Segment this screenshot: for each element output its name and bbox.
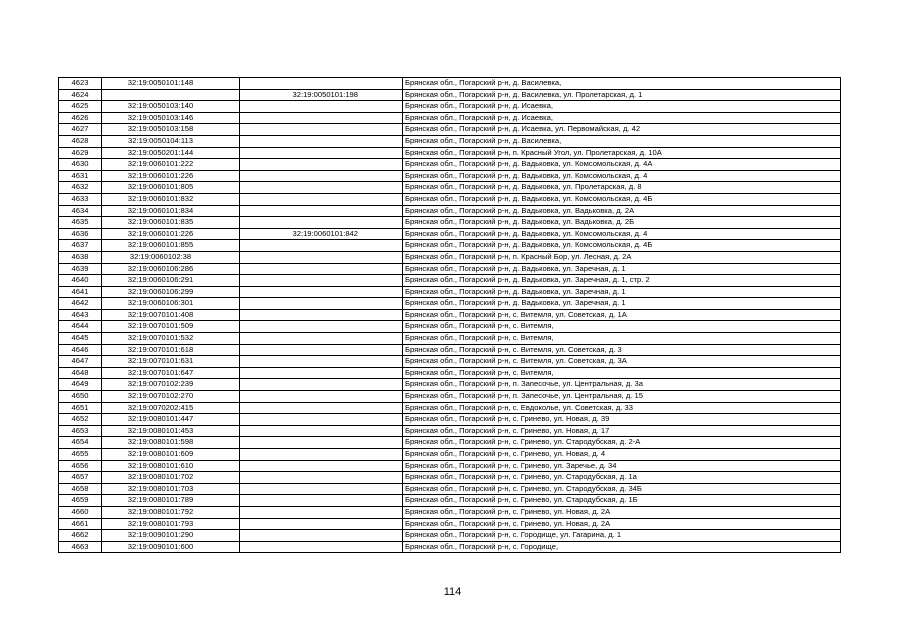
address-cell: Брянская обл., Погарский р-н, с. Гринево, ул. Новая, д. 2А <box>403 506 841 518</box>
linked-cadastral-number-cell <box>240 530 403 542</box>
cadastral-number-cell: 32:19:0060102:38 <box>102 251 240 263</box>
table-row <box>59 228 841 240</box>
table-row <box>59 240 841 252</box>
address-cell: Брянская обл., Погарский р-н, д. Исаевка, <box>403 112 841 124</box>
linked-cadastral-number-cell <box>240 425 403 437</box>
address-cell: Брянская обл., Погарский р-н, д. Вадьковка, ул. Вадьковка, д. 2А <box>403 205 841 217</box>
table-row <box>59 414 841 426</box>
linked-cadastral-number-cell <box>240 333 403 345</box>
cadastral-number-cell: 32:19:0070101:647 <box>102 367 240 379</box>
cadastral-number-cell: 32:19:0050103:140 <box>102 101 240 113</box>
address-cell: Брянская обл., Погарский р-н, с. Витемля, ул. Советская, д. 1А <box>403 309 841 321</box>
row-number-cell: 4651 <box>59 402 102 414</box>
table-row <box>59 518 841 530</box>
table-row <box>59 78 841 90</box>
address-cell: Брянская обл., Погарский р-н, д. Василевка, <box>403 135 841 147</box>
address-cell: Брянская обл., Погарский р-н, с. Гринево, ул. Новая, д. 2А <box>403 518 841 530</box>
row-number-cell: 4630 <box>59 159 102 171</box>
row-number-cell: 4650 <box>59 391 102 403</box>
linked-cadastral-number-cell <box>240 135 403 147</box>
cadastral-number-cell: 32:19:0070101:618 <box>102 344 240 356</box>
row-number-cell: 4660 <box>59 506 102 518</box>
table-row <box>59 298 841 310</box>
row-number-cell: 4638 <box>59 251 102 263</box>
table-row <box>59 530 841 542</box>
linked-cadastral-number-cell <box>240 356 403 368</box>
cadastral-number-cell: 32:19:0080101:702 <box>102 472 240 484</box>
address-cell: Брянская обл., Погарский р-н, с. Гринево, ул. Стародубская, д. 1а <box>403 472 841 484</box>
linked-cadastral-number-cell <box>240 495 403 507</box>
address-cell: Брянская обл., Погарский р-н, с. Гринево, ул. Новая, д. 4 <box>403 449 841 461</box>
cadastral-number-cell: 32:19:0060106:291 <box>102 275 240 287</box>
address-cell: Брянская обл., Погарский р-н, п. Красный Бор, ул. Лесная, д. 2А <box>403 251 841 263</box>
row-number-cell: 4633 <box>59 193 102 205</box>
table-row <box>59 251 841 263</box>
address-cell: Брянская обл., Погарский р-н, д. Вадьковка, ул. Вадьковка, д. 2Б <box>403 217 841 229</box>
table-row <box>59 112 841 124</box>
linked-cadastral-number-cell <box>240 449 403 461</box>
cadastral-number-cell: 32:19:0070202:415 <box>102 402 240 414</box>
cadastral-number-cell: 32:19:0060106:286 <box>102 263 240 275</box>
linked-cadastral-number-cell <box>240 321 403 333</box>
row-number-cell: 4659 <box>59 495 102 507</box>
cadastral-number-cell: 32:19:0080101:598 <box>102 437 240 449</box>
linked-cadastral-number-cell <box>240 170 403 182</box>
cadastral-number-cell: 32:19:0060101:855 <box>102 240 240 252</box>
address-cell: Брянская обл., Погарский р-н, д. Исаевка, <box>403 101 841 113</box>
row-number-cell: 4640 <box>59 275 102 287</box>
table-row <box>59 495 841 507</box>
cadastral-number-cell: 32:19:0060101:226 <box>102 170 240 182</box>
table-row <box>59 506 841 518</box>
table-row <box>59 541 841 553</box>
linked-cadastral-number-cell <box>240 159 403 171</box>
cadastral-number-cell: 32:19:0090101:600 <box>102 541 240 553</box>
address-cell: Брянская обл., Погарский р-н, д. Вадьковка, ул. Комсомольская, д. 4 <box>403 228 841 240</box>
row-number-cell: 4627 <box>59 124 102 136</box>
cadastral-number-cell: 32:19:0060101:835 <box>102 217 240 229</box>
linked-cadastral-number-cell <box>240 541 403 553</box>
row-number-cell: 4646 <box>59 344 102 356</box>
table-row <box>59 193 841 205</box>
linked-cadastral-number-cell <box>240 391 403 403</box>
linked-cadastral-number-cell <box>240 78 403 90</box>
linked-cadastral-number-cell <box>240 460 403 472</box>
cadastral-number-cell: 32:19:0060101:222 <box>102 159 240 171</box>
cadastral-number-cell: 32:19:0050103:146 <box>102 112 240 124</box>
linked-cadastral-number-cell <box>240 217 403 229</box>
row-number-cell: 4628 <box>59 135 102 147</box>
linked-cadastral-number-cell <box>240 286 403 298</box>
cadastral-number-cell: 32:19:0080101:609 <box>102 449 240 461</box>
table-row <box>59 124 841 136</box>
table-row <box>59 367 841 379</box>
linked-cadastral-number-cell <box>240 402 403 414</box>
table-row <box>59 379 841 391</box>
cadastral-number-cell: 32:19:0070101:509 <box>102 321 240 333</box>
table-row <box>59 437 841 449</box>
row-number-cell: 4658 <box>59 483 102 495</box>
address-cell: Брянская обл., Погарский р-н, с. Витемля, <box>403 321 841 333</box>
address-cell: Брянская обл., Погарский р-н, д. Вадьковка, ул. Заречная, д. 1, стр. 2 <box>403 275 841 287</box>
row-number-cell: 4655 <box>59 449 102 461</box>
linked-cadastral-number-cell: 32:19:0060101:842 <box>240 228 403 240</box>
address-cell: Брянская обл., Погарский р-н, с. Городище, ул. Гагарина, д. 1 <box>403 530 841 542</box>
table-row <box>59 89 841 101</box>
cadastral-number-cell: 32:19:0050104:113 <box>102 135 240 147</box>
table-row <box>59 101 841 113</box>
cadastral-number-cell: 32:19:0070101:631 <box>102 356 240 368</box>
address-cell: Брянская обл., Погарский р-н, д. Вадьковка, ул. Пролетарская, д. 8 <box>403 182 841 194</box>
table-row <box>59 472 841 484</box>
table-row <box>59 159 841 171</box>
table-row <box>59 449 841 461</box>
cadastral-number-cell: 32:19:0090101:290 <box>102 530 240 542</box>
row-number-cell: 4629 <box>59 147 102 159</box>
linked-cadastral-number-cell <box>240 182 403 194</box>
linked-cadastral-number-cell <box>240 240 403 252</box>
table-row <box>59 263 841 275</box>
address-cell: Брянская обл., Погарский р-н, д. Вадьковка, ул. Комсомольская, д. 4Б <box>403 193 841 205</box>
cadastral-number-cell: 32:19:0080101:792 <box>102 506 240 518</box>
address-cell: Брянская обл., Погарский р-н, с. Гринево, ул. Стародубская, д. 1Б <box>403 495 841 507</box>
cadastral-number-cell: 32:19:0080101:789 <box>102 495 240 507</box>
cadastral-number-cell: 32:19:0070101:532 <box>102 333 240 345</box>
cadastral-number-cell: 32:19:0050103:158 <box>102 124 240 136</box>
linked-cadastral-number-cell <box>240 263 403 275</box>
linked-cadastral-number-cell <box>240 344 403 356</box>
row-number-cell: 4624 <box>59 89 102 101</box>
table-row <box>59 356 841 368</box>
row-number-cell: 4653 <box>59 425 102 437</box>
linked-cadastral-number-cell <box>240 298 403 310</box>
row-number-cell: 4662 <box>59 530 102 542</box>
cadastral-number-cell: 32:19:0080101:453 <box>102 425 240 437</box>
address-cell: Брянская обл., Погарский р-н, д. Вадьковка, ул. Заречная, д. 1 <box>403 298 841 310</box>
cadastral-number-cell <box>102 89 240 101</box>
table-row <box>59 321 841 333</box>
cadastral-number-cell: 32:19:0070102:239 <box>102 379 240 391</box>
page-number: 114 <box>443 586 462 598</box>
address-cell: Брянская обл., Погарский р-н, с. Витемля, <box>403 333 841 345</box>
address-cell: Брянская обл., Погарский р-н, д. Вадьковка, ул. Комсомольская, д. 4 <box>403 170 841 182</box>
cadastral-number-cell: 32:19:0080101:793 <box>102 518 240 530</box>
address-cell: Брянская обл., Погарский р-н, п. Запесочье, ул. Центральная, д. 15 <box>403 391 841 403</box>
row-number-cell: 4639 <box>59 263 102 275</box>
address-cell: Брянская обл., Погарский р-н, с. Витемля, ул. Советская, д. 3 <box>403 344 841 356</box>
table-row <box>59 391 841 403</box>
address-cell: Брянская обл., Погарский р-н, с. Гринево, ул. Стародубская, д. 2-А <box>403 437 841 449</box>
linked-cadastral-number-cell <box>240 367 403 379</box>
address-cell: Брянская обл., Погарский р-н, п. Запесочье, ул. Центральная, д. 3а <box>403 379 841 391</box>
address-cell: Брянская обл., Погарский р-н, д. Василевка, ул. Пролетарская, д. 1 <box>403 89 841 101</box>
linked-cadastral-number-cell <box>240 472 403 484</box>
linked-cadastral-number-cell <box>240 437 403 449</box>
table-row <box>59 286 841 298</box>
address-cell: Брянская обл., Погарский р-н, с. Евдоколье, ул. Советская, д. 33 <box>403 402 841 414</box>
table-row <box>59 182 841 194</box>
linked-cadastral-number-cell <box>240 379 403 391</box>
cadastral-number-cell: 32:19:0080101:703 <box>102 483 240 495</box>
linked-cadastral-number-cell <box>240 506 403 518</box>
table-row <box>59 135 841 147</box>
linked-cadastral-number-cell <box>240 193 403 205</box>
row-number-cell: 4652 <box>59 414 102 426</box>
address-cell: Брянская обл., Погарский р-н, с. Гринево, ул. Новая, д. 39 <box>403 414 841 426</box>
table-row <box>59 333 841 345</box>
cadastral-number-cell: 32:19:0060101:834 <box>102 205 240 217</box>
address-cell: Брянская обл., Погарский р-н, с. Гринево, ул. Заречье, д. 34 <box>403 460 841 472</box>
cadastral-number-cell: 32:19:0060101:832 <box>102 193 240 205</box>
row-number-cell: 4632 <box>59 182 102 194</box>
table-row <box>59 460 841 472</box>
row-number-cell: 4647 <box>59 356 102 368</box>
cadastral-number-cell: 32:19:0060106:301 <box>102 298 240 310</box>
address-cell: Брянская обл., Погарский р-н, д. Вадьковка, ул. Комсомольская, д. 4Б <box>403 240 841 252</box>
address-cell: Брянская обл., Погарский р-н, д. Исаевка, ул. Первомайская, д. 42 <box>403 124 841 136</box>
cadastral-number-cell: 32:19:0060101:226 <box>102 228 240 240</box>
row-number-cell: 4626 <box>59 112 102 124</box>
row-number-cell: 4637 <box>59 240 102 252</box>
address-cell: Брянская обл., Погарский р-н, с. Витемля, ул. Советская, д. 3А <box>403 356 841 368</box>
linked-cadastral-number-cell <box>240 483 403 495</box>
row-number-cell: 4657 <box>59 472 102 484</box>
row-number-cell: 4631 <box>59 170 102 182</box>
address-cell: Брянская обл., Погарский р-н, д. Вадьковка, ул. Комсомольская, д. 4А <box>403 159 841 171</box>
address-cell: Брянская обл., Погарский р-н, с. Витемля, <box>403 367 841 379</box>
cadastral-table <box>58 77 841 553</box>
row-number-cell: 4634 <box>59 205 102 217</box>
linked-cadastral-number-cell <box>240 275 403 287</box>
address-cell: Брянская обл., Погарский р-н, с. Городище, <box>403 541 841 553</box>
cadastral-number-cell: 32:19:0060101:805 <box>102 182 240 194</box>
row-number-cell: 4654 <box>59 437 102 449</box>
row-number-cell: 4661 <box>59 518 102 530</box>
row-number-cell: 4636 <box>59 228 102 240</box>
row-number-cell: 4635 <box>59 217 102 229</box>
row-number-cell: 4649 <box>59 379 102 391</box>
row-number-cell: 4625 <box>59 101 102 113</box>
cadastral-number-cell: 32:19:0070102:270 <box>102 391 240 403</box>
table-row <box>59 170 841 182</box>
table-row <box>59 344 841 356</box>
linked-cadastral-number-cell <box>240 414 403 426</box>
row-number-cell: 4663 <box>59 541 102 553</box>
linked-cadastral-number-cell <box>240 518 403 530</box>
table-row <box>59 217 841 229</box>
address-cell: Брянская обл., Погарский р-н, д. Вадьковка, ул. Заречная, д. 1 <box>403 286 841 298</box>
table-row <box>59 402 841 414</box>
linked-cadastral-number-cell <box>240 101 403 113</box>
linked-cadastral-number-cell <box>240 251 403 263</box>
row-number-cell: 4644 <box>59 321 102 333</box>
table-row <box>59 275 841 287</box>
cadastral-number-cell: 32:19:0050101:148 <box>102 78 240 90</box>
address-cell: Брянская обл., Погарский р-н, п. Красный Угол, ул. Пролетарская, д. 10А <box>403 147 841 159</box>
cadastral-number-cell: 32:19:0070101:408 <box>102 309 240 321</box>
linked-cadastral-number-cell <box>240 309 403 321</box>
address-cell: Брянская обл., Погарский р-н, с. Гринево, ул. Новая, д. 17 <box>403 425 841 437</box>
row-number-cell: 4648 <box>59 367 102 379</box>
address-cell: Брянская обл., Погарский р-н, с. Гринево, ул. Стародубская, д. 34Б <box>403 483 841 495</box>
row-number-cell: 4645 <box>59 333 102 345</box>
address-cell: Брянская обл., Погарский р-н, д. Вадьковка, ул. Заречная, д. 1 <box>403 263 841 275</box>
cadastral-number-cell: 32:19:0060106:299 <box>102 286 240 298</box>
row-number-cell: 4642 <box>59 298 102 310</box>
cadastral-number-cell: 32:19:0080101:447 <box>102 414 240 426</box>
linked-cadastral-number-cell <box>240 205 403 217</box>
table-row <box>59 309 841 321</box>
linked-cadastral-number-cell <box>240 147 403 159</box>
linked-cadastral-number-cell <box>240 112 403 124</box>
row-number-cell: 4656 <box>59 460 102 472</box>
table-row <box>59 205 841 217</box>
table-row <box>59 147 841 159</box>
row-number-cell: 4623 <box>59 78 102 90</box>
linked-cadastral-number-cell: 32:19:0050101:198 <box>240 89 403 101</box>
row-number-cell: 4641 <box>59 286 102 298</box>
cadastral-number-cell: 32:19:0080101:610 <box>102 460 240 472</box>
address-cell: Брянская обл., Погарский р-н, д. Василевка, <box>403 78 841 90</box>
linked-cadastral-number-cell <box>240 124 403 136</box>
table-row <box>59 425 841 437</box>
table-row <box>59 483 841 495</box>
cadastral-number-cell: 32:19:0050201:144 <box>102 147 240 159</box>
cadastral-table-body <box>59 78 841 553</box>
row-number-cell: 4643 <box>59 309 102 321</box>
